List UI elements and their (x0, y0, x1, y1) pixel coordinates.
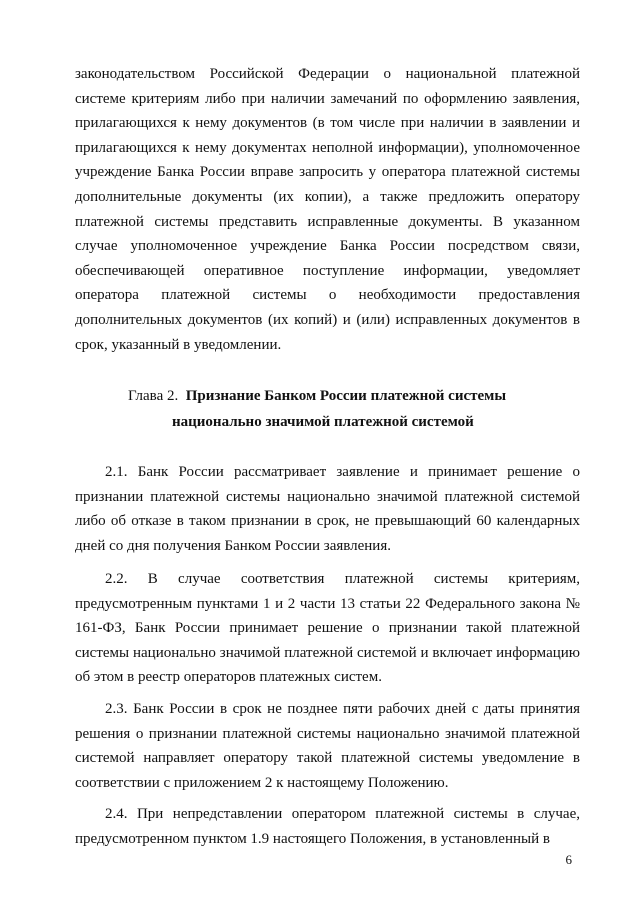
paragraph-2-2: 2.2. В случае соответствия платежной системы критериям, предусмотренным пунктами 1 и 2 части 13 статьи 22 Федерального закона № 161-ФЗ, Банк России принимает решение о признании такой платежной системы национально значимой платежной системой и включает информацию об этом в реестр операторов платежных систем. (75, 571, 580, 686)
chapter-label: Глава 2. (128, 388, 179, 404)
chapter-title-line2: национально значимой платежной системой (172, 414, 474, 430)
paragraph-2-3: 2.3. Банк России в срок не позднее пяти рабочих дней с даты принятия решения о признании платежной системы национально значимой платежной системой направляет оператору такой платежной системы уведомление в соответствии с приложением 2 к настоящему Положению. (75, 701, 580, 791)
page-number: 6 (565, 852, 572, 867)
paragraph-2-1: 2.1. Банк России рассматривает заявление и принимает решение о признании платежной системы национально значимой платежной системой либо об отказе в таком признании в срок, не превышающий 60 календарных дней со дня получения Банком России заявления. (75, 464, 580, 554)
chapter-title-line1: Признание Банком России платежной системы (185, 388, 507, 404)
chapter-heading (0, 384, 640, 436)
paragraph-continuation: законодательством Российской Федерации о национальной платежной системе критериям либо при наличии замечаний по оформлению заявления, прилагающихся к нему документов (в том числе при наличии в заявлении и прилагающихся к нему документах неполной информации), уполномоченное учреждение Банка России вправе запросить у оператора платежной системы дополнительные документы (их копии), а также предложить оператору платежной системы представить исправленные документы. В указанном случае уполномоченное учреждение Банка России посредством связи, обеспечивающей оперативное поступление информации, уведомляет оператора платежной системы о необходимости предоставления дополнительных документов (их копий) и (или) исправленных документов в срок, указанный в уведомлении. (75, 66, 580, 353)
chapter-heading-line1 (128, 384, 506, 408)
paragraph-2-4: 2.4. При непредставлении оператором платежной системы в случае, предусмотренном пунктом 1.9 настоящего Положения, в установленный в (75, 806, 580, 847)
